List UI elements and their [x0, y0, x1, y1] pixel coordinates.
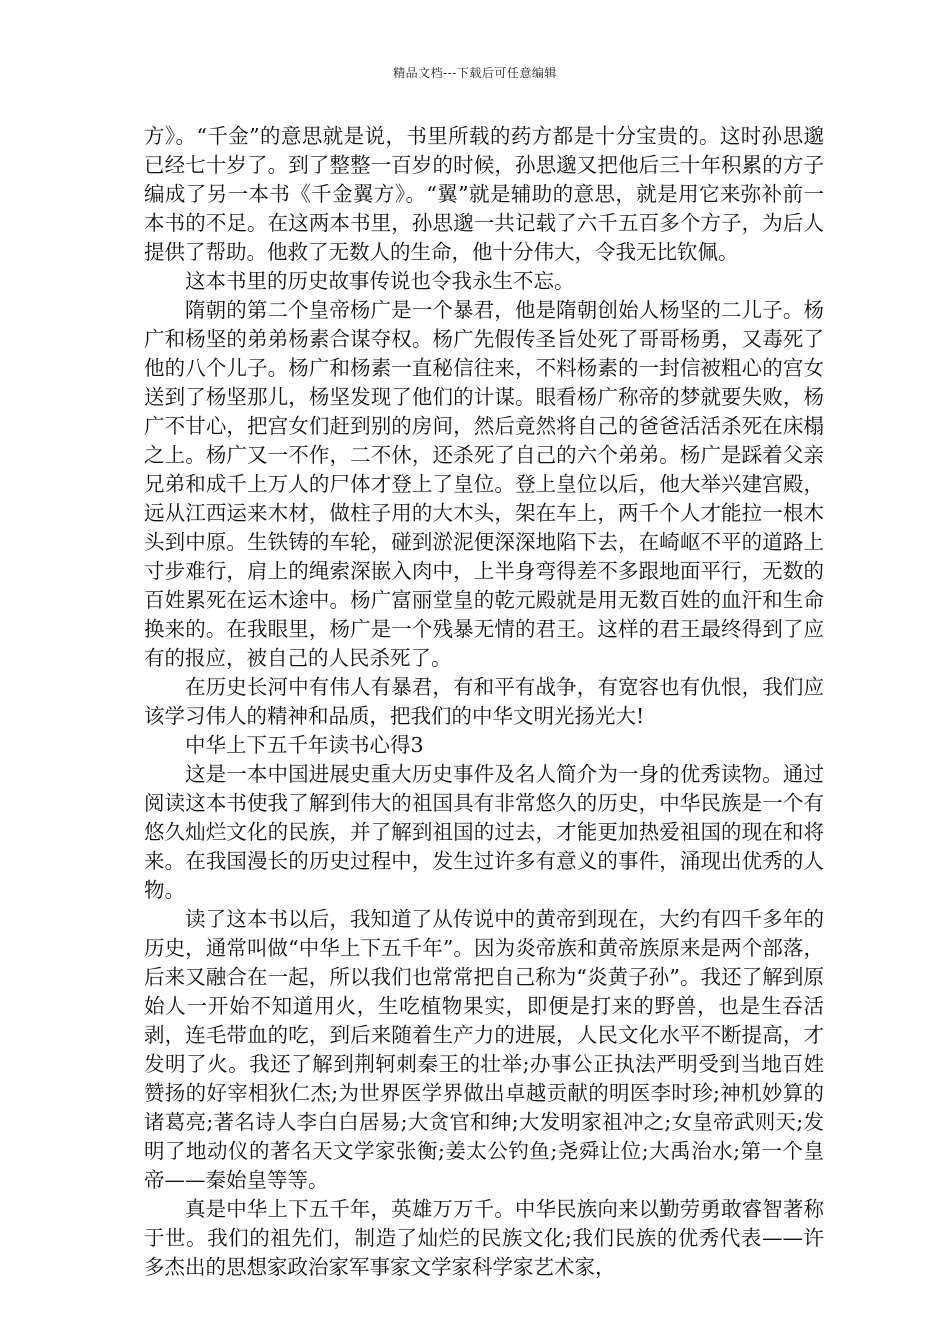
- paragraph: 这是一本中国进展史重大历史事件及名人简介为一身的优秀读物。通过阅读这本书使我了解到伟大的祖国具有非常悠久的历史，中华民族是一个有悠久灿烂文化的民族，并了解到祖国的过去，才能更加热爱祖国的现在和将来。在我国漫长的历史过程中，发生过许多有意义的事件，涌现出优秀的人物。: [144, 762, 824, 902]
- page-header: 精品文档---下载后可任意编辑: [393, 66, 557, 80]
- paragraph: 读了这本书以后，我知道了从传说中的黄帝到现在，大约有四千多年的历史，通常叫做“中华上下五千年”。因为炎帝族和黄帝族原来是两个部落，后来又融合在一起，所以我们也常常把自己称为“炎黄子孙”。我还了解到原始人一开始不知道用火，生吃植物果实，即便是打来的野兽，也是生吞活剥，连毛带血的吃，到后来随着生产力的进展，人民文化水平不断提高，才发明了火。我还了解到荆轲刺秦王的壮举;办事公正执法严明受到当地百姓赞扬的好宰相狄仁杰;为世界医学界做出卓越贡献的明医李时珍;神机妙算的诸葛亮;著名诗人李白白居易;大贪官和绅;大发明家祖冲之;女皇帝武则天;发明了地动仪的著名天文学家张衡;姜太公钓鱼;尧舜让位;大禹治水;第一个皇帝——秦始皇等等。: [144, 907, 824, 1192]
- paragraph: 真是中华上下五千年，英雄万万千。中华民族向来以勤劳勇敢睿智著称于世。我们的祖先们，制造了灿烂的民族文化;我们民族的优秀代表——许多杰出的思想家政治家军事家文学家科学家艺术家，: [144, 1197, 824, 1279]
- section-heading: 中华上下五千年读书心得3: [185, 733, 424, 757]
- paragraph: 隋朝的第二个皇帝杨广是一个暴君，他是隋朝创始人杨坚的二儿子。杨广和杨坚的弟弟杨素合谋夺权。杨广先假传圣旨处死了哥哥杨勇，又毒死了他的八个儿子。杨广和杨素一直秘信往来，不料杨素的一封信被粗心的宫女送到了杨坚那儿，杨坚发现了他们的计谋。眼看杨广称帝的梦就要失败，杨广不甘心，把宫女们赶到别的房间，然后竟然将自己的爸爸活活杀死在床榻之上。杨广又一不作，二不休，还杀死了自己的六个弟弟。杨广是踩着父亲兄弟和成千上万人的尸体才登上了皇位。登上皇位以后，他大举兴建宫殿，远从江西运来木材，做柱子用的大木头，架在车上，两千个人才能拉一根木头到中原。生铁铸的车轮，碰到淤泥便深深地陷下去，在崎岖不平的道路上寸步难行，肩上的绳索深嵌入肉中，上半身弯得差不多跟地面平行，无数的百姓累死在运木途中。杨广富丽堂皇的乾元殿就是用无数百姓的血汗和生命换来的。在我眼里，杨广是一个残暴无情的君王。这样的君王最终得到了应有的报应，被自己的人民杀死了。: [144, 298, 824, 670]
- document-body: [144, 122, 824, 1282]
- paragraph: 在历史长河中有伟人有暴君，有和平有战争，有宽容也有仇恨，我们应该学习伟人的精神和品质，把我们的中华文明光扬光大!: [144, 675, 824, 728]
- paragraph: 这本书里的历史故事传说也令我永生不忘。: [185, 269, 575, 293]
- paragraph: 方》。“千金”的意思就是说，书里所载的药方都是十分宝贵的。这时孙思邈已经七十岁了。到了整整一百岁的时候，孙思邈又把他后三十年积累的方子编成了另一本书《千金翼方》。“翼”就是辅助的意思，就是用它来弥补前一本书的不足。在这两本书里，孙思邈一共记载了六千五百多个方子，为后人提供了帮助。他救了无数人的生命，他十分伟大，令我无比钦佩。: [144, 124, 824, 264]
